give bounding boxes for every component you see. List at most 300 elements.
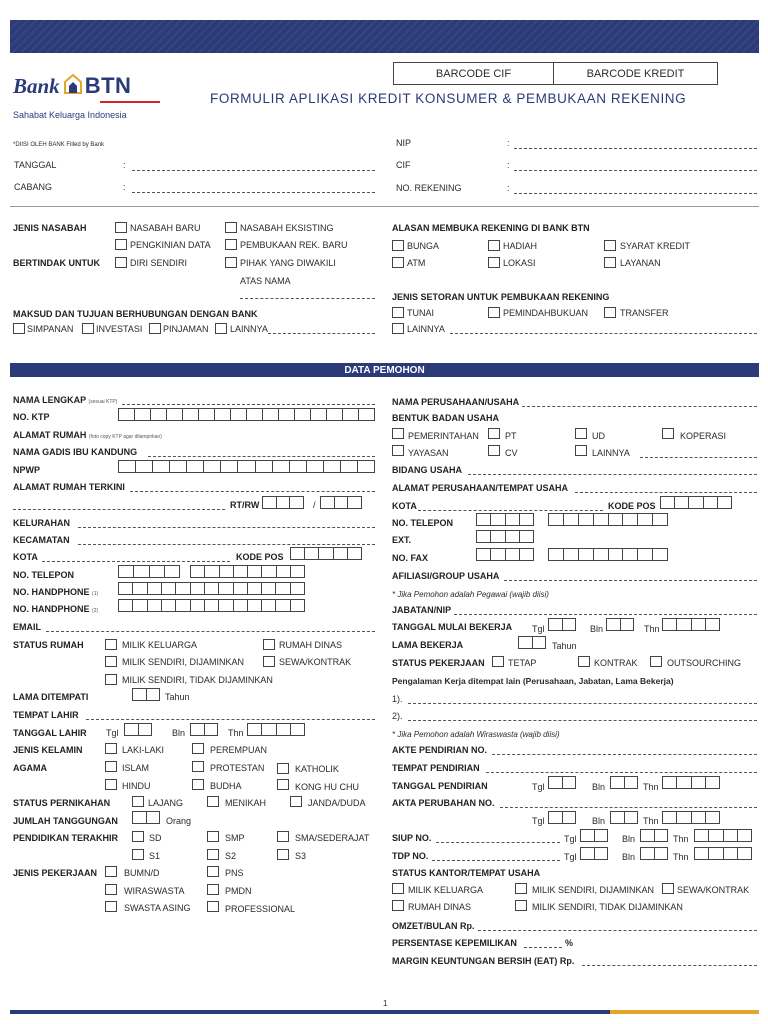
telepon-area-field[interactable]	[118, 565, 180, 578]
kantor-sewa-kontrak-label: SEWA/KONTRAK	[677, 885, 750, 895]
npwp-label: NPWP	[13, 465, 40, 475]
kontrak-checkbox[interactable]	[578, 656, 590, 667]
tgl-pendirian-field[interactable]	[548, 776, 576, 789]
simpanan-checkbox[interactable]	[13, 323, 25, 334]
section-bar	[10, 363, 759, 377]
thn-lahir-field[interactable]	[247, 723, 305, 736]
janda-checkbox[interactable]	[290, 796, 302, 807]
barcode-kredit-box	[553, 62, 718, 85]
pt-label: PT	[505, 431, 517, 441]
lajang-label: LAJANG	[148, 798, 184, 808]
sma-checkbox[interactable]	[277, 831, 289, 842]
diri-sendiri-label: DIRI SENDIRI	[130, 258, 188, 268]
jabatan-field[interactable]	[454, 614, 757, 615]
lokasi-checkbox[interactable]	[488, 257, 500, 268]
hp1-field[interactable]	[118, 582, 305, 595]
kecamatan-label: KECAMATAN	[13, 535, 70, 545]
pemindahbukuan-label: PEMINDAHBUKUAN	[503, 308, 589, 318]
s2-checkbox[interactable]	[207, 849, 219, 860]
pengalaman-label: Pengalaman Kerja ditempat lain (Perusahaan, Jabatan, Lama Bekerja)	[392, 676, 674, 686]
barcode-kredit-label: BARCODE KREDIT	[586, 67, 685, 80]
smp-checkbox[interactable]	[207, 831, 219, 842]
telepon-number-field[interactable]	[190, 565, 305, 578]
kode-pos-perusahaan-label: KODE POS	[608, 501, 656, 511]
menikah-checkbox[interactable]	[207, 796, 219, 807]
lajang-checkbox[interactable]	[132, 796, 144, 807]
rtrw-slash: /	[313, 500, 316, 510]
bentuk-lainnya-field[interactable]	[640, 457, 757, 458]
maksud-label: MAKSUD DAN TUJUAN BERHUBUNGAN DENGAN BANK	[13, 309, 258, 319]
colon: :	[507, 138, 510, 148]
hp2-field[interactable]	[118, 599, 305, 612]
bln-lahir-field[interactable]	[190, 723, 218, 736]
alamat-terkini-field-2[interactable]	[13, 509, 225, 510]
omzet-field[interactable]	[478, 930, 757, 931]
swasta-asing-label: SWASTA ASING	[124, 903, 191, 913]
thn-lahir-label: Thn	[228, 728, 244, 738]
thn-perubahan-field[interactable]	[662, 811, 720, 824]
wiraswasta-checkbox[interactable]	[105, 884, 117, 895]
pembukaan-rek-baru-label: PEMBUKAAN REK. BARU	[240, 240, 348, 250]
pinjaman-checkbox[interactable]	[149, 323, 161, 334]
thn-pendirian-label: Thn	[643, 782, 659, 792]
professional-checkbox[interactable]	[207, 901, 219, 912]
alamat-perusahaan-label: ALAMAT PERUSAHAAN/TEMPAT USAHA	[392, 483, 568, 493]
brand-btn-text: BTN	[84, 73, 132, 98]
kantor-milik-sendiri-dijaminkan-label: MILIK SENDIRI, DIJAMINKAN	[532, 885, 655, 895]
kantor-milik-sendiri-tidak-checkbox[interactable]	[515, 900, 527, 911]
kelurahan-field[interactable]	[78, 527, 375, 528]
islam-checkbox[interactable]	[105, 761, 117, 772]
pengalaman-item-2: 2).	[392, 711, 403, 721]
pembukaan-rek-baru-checkbox[interactable]	[225, 239, 237, 250]
pemindahbukuan-checkbox[interactable]	[488, 307, 500, 318]
tanggal-pendirian-label: TANGGAL PENDIRIAN	[392, 781, 488, 791]
telepon-perusahaan-number[interactable]	[548, 513, 668, 526]
kota-perusahaan-label: KOTA	[392, 501, 417, 511]
cif-label: CIF	[396, 160, 411, 170]
agama-label: AGAMA	[13, 763, 47, 773]
pihak-diwakili-checkbox[interactable]	[225, 257, 237, 268]
status-pernikahan-label: STATUS PERNIKAHAN	[13, 798, 111, 808]
bln-pendirian-field[interactable]	[610, 776, 638, 789]
kantor-milik-keluarga-checkbox[interactable]	[392, 883, 404, 894]
laki-label: LAKI-LAKI	[122, 745, 165, 755]
pinjaman-label: PINJAMAN	[163, 324, 209, 334]
pns-label: PNS	[225, 868, 244, 878]
separator	[10, 206, 759, 207]
pengalaman-field-1[interactable]	[408, 703, 757, 704]
siup-label: SIUP NO.	[392, 833, 432, 843]
outsourcing-label: OUTSOURCHING	[667, 658, 741, 668]
tanggal-label: TANGGAL	[14, 160, 57, 170]
ext-label: EXT.	[392, 535, 412, 545]
alamat-perusahaan-field[interactable]	[575, 492, 757, 493]
fax-number-field[interactable]	[548, 548, 668, 561]
nip-field[interactable]	[514, 148, 757, 149]
smp-label: SMP	[225, 833, 245, 843]
kota-field[interactable]	[42, 561, 230, 562]
bentuk-lainnya-label: LAINNYA	[592, 448, 630, 458]
kota-perusahaan-field[interactable]	[418, 510, 603, 511]
pengkinian-data-label: PENGKINIAN DATA	[130, 240, 211, 250]
jenis-pekerjaan-label: JENIS PEKERJAAN	[13, 868, 98, 878]
top-banner	[10, 20, 759, 53]
menikah-label: MENIKAH	[225, 798, 267, 808]
s1-checkbox[interactable]	[132, 849, 144, 860]
setoran-lainnya-checkbox[interactable]	[392, 323, 404, 334]
kelurahan-label: KELURAHAN	[13, 518, 70, 528]
thn-mulai-field[interactable]	[662, 618, 720, 631]
setoran-title: JENIS SETORAN UNTUK PEMBUKAAN REKENING	[392, 292, 610, 302]
tgl-lahir-label: Tgl	[106, 728, 119, 738]
protestan-label: PROTESTAN	[210, 763, 265, 773]
kong-hu-chu-checkbox[interactable]	[277, 779, 289, 790]
lama-ditempati-field[interactable]	[132, 688, 160, 701]
alamat-rumah-label: ALAMAT RUMAH (foto copy KTP agar dilampirkan)	[13, 430, 162, 440]
cv-label: CV	[505, 448, 518, 458]
persentase-label: PERSENTASE KEPEMILIKAN	[392, 938, 517, 948]
lama-bekerja-tahun: Tahun	[552, 641, 577, 651]
pmdn-checkbox[interactable]	[207, 884, 219, 895]
koperasi-label: KOPERASI	[680, 431, 727, 441]
bank-logo	[13, 74, 131, 98]
lama-ditempati-label: LAMA DITEMPATI	[13, 692, 89, 702]
nama-gadis-field[interactable]	[148, 456, 375, 457]
pihak-diwakili-label: PIHAK YANG DIWAKILI	[240, 258, 336, 268]
note-pegawai: * Jika Pemohon adalah Pegawai (wajib diisi)	[392, 590, 549, 599]
swasta-asing-checkbox[interactable]	[105, 901, 117, 912]
cv-checkbox[interactable]	[488, 445, 500, 456]
bln-siup-field[interactable]	[640, 829, 668, 842]
kode-pos-label: KODE POS	[236, 552, 284, 562]
bank-use-note: *DIISI OLEH BANK Filled by Bank	[13, 142, 105, 148]
rtrw-label: RT/RW	[230, 500, 260, 510]
koperasi-checkbox[interactable]	[662, 428, 674, 439]
s3-checkbox[interactable]	[277, 849, 289, 860]
omzet-label: OMZET/BULAN Rp.	[392, 921, 475, 931]
lainnya-field[interactable]	[268, 333, 375, 334]
rt-field[interactable]	[262, 496, 304, 509]
akte-pendirian-label: AKTE PENDIRIAN NO.	[392, 745, 488, 755]
nama-gadis-label: NAMA GADIS IBU KANDUNG	[13, 447, 138, 457]
nama-lengkap-label: NAMA LENGKAP (sesuai KTP)	[13, 395, 118, 405]
section-title: DATA PEMOHON	[344, 364, 425, 376]
sewa-kontrak-checkbox[interactable]	[263, 656, 275, 667]
form-title: FORMULIR APLIKASI KREDIT KONSUMER & PEMBUKAAN REKENING	[210, 91, 687, 106]
no-telepon-label: NO. TELEPON	[13, 570, 75, 580]
tgl-siup-label: Tgl	[564, 834, 577, 844]
simpanan-label: SIMPANAN	[27, 324, 74, 334]
tgl-mulai-field[interactable]	[548, 618, 576, 631]
milik-sendiri-dijaminkan-checkbox[interactable]	[105, 656, 117, 667]
yayasan-checkbox[interactable]	[392, 445, 404, 456]
layanan-checkbox[interactable]	[604, 257, 616, 268]
hindu-checkbox[interactable]	[105, 779, 117, 790]
thn-siup-label: Thn	[673, 834, 689, 844]
wiraswasta-label: WIRASWASTA	[124, 886, 185, 896]
milik-sendiri-tidak-checkbox[interactable]	[105, 674, 117, 685]
bln-mulai-field[interactable]	[606, 618, 634, 631]
bln-perubahan-label: Bln	[592, 816, 606, 826]
persentase-percent: %	[565, 938, 574, 948]
afiliasi-label: AFILIASI/GROUP USAHA	[392, 571, 500, 581]
kong-hu-chu-label: KONG HU CHU	[295, 782, 360, 792]
siup-field[interactable]	[436, 842, 560, 843]
jabatan-label: JABATAN/NIP	[392, 605, 452, 615]
tgl-tdp-label: Tgl	[564, 852, 577, 862]
protestan-checkbox[interactable]	[192, 761, 204, 772]
pemerintahan-label: PEMERINTAHAN	[408, 431, 479, 441]
investasi-label: INVESTASI	[96, 324, 143, 334]
investasi-checkbox[interactable]	[82, 323, 94, 334]
colon: :	[507, 160, 510, 170]
katholik-label: KATHOLIK	[295, 764, 339, 774]
logo-underline	[100, 101, 160, 103]
s3-label: S3	[295, 851, 307, 861]
tunai-checkbox[interactable]	[392, 307, 404, 318]
thn-pendirian-field[interactable]	[662, 776, 720, 789]
bertindak-untuk-label: BERTINDAK UNTUK	[13, 258, 100, 268]
kantor-rumah-dinas-label: RUMAH DINAS	[408, 902, 472, 912]
sd-checkbox[interactable]	[132, 831, 144, 842]
tanggal-field[interactable]	[132, 170, 375, 171]
alamat-terkini-label: ALAMAT RUMAH TERKINI	[13, 482, 125, 492]
sd-label: SD	[149, 833, 162, 843]
rumah-dinas-checkbox[interactable]	[263, 639, 275, 650]
kecamatan-field[interactable]	[78, 544, 375, 545]
akta-perubahan-label: AKTA PERUBAHAN NO.	[392, 798, 495, 808]
nasabah-baru-checkbox[interactable]	[115, 222, 127, 233]
nasabah-eksisting-checkbox[interactable]	[225, 222, 237, 233]
lokasi-label: LOKASI	[503, 258, 536, 268]
bentuk-lainnya-checkbox[interactable]	[575, 445, 587, 456]
barcode-cif-box	[393, 62, 554, 85]
pengalaman-item-1: 1).	[392, 694, 403, 704]
tempat-lahir-label: TEMPAT LAHIR	[13, 710, 79, 720]
thn-tdp-label: Thn	[673, 852, 689, 862]
bln-perubahan-field[interactable]	[610, 811, 638, 824]
persentase-field[interactable]	[524, 947, 562, 948]
footer-bar-gold	[610, 1010, 759, 1014]
professional-label: PROFESSIONAL	[225, 904, 296, 914]
kode-pos-field[interactable]	[290, 547, 362, 560]
cabang-field[interactable]	[132, 192, 375, 193]
bidang-usaha-label: BIDANG USAHA	[392, 465, 463, 475]
tetap-label: TETAP	[508, 658, 537, 668]
ud-checkbox[interactable]	[575, 428, 587, 439]
lainnya-label: LAINNYA	[230, 324, 268, 334]
nasabah-eksisting-label: NASABAH EKSISTING	[240, 223, 334, 233]
islam-label: ISLAM	[122, 763, 150, 773]
kantor-sewa-kontrak-checkbox[interactable]	[662, 883, 674, 894]
brand-bank-text: Bank	[13, 73, 60, 98]
nama-lengkap-field[interactable]	[122, 404, 375, 405]
tanggal-mulai-label: TANGGAL MULAI BEKERJA	[392, 622, 513, 632]
status-pekerjaan-label: STATUS PEKERJAAN	[392, 658, 485, 668]
status-rumah-label: STATUS RUMAH	[13, 640, 84, 650]
budha-label: BUDHA	[210, 781, 242, 791]
transfer-label: TRANSFER	[620, 308, 669, 318]
perempuan-checkbox[interactable]	[192, 743, 204, 754]
pengalaman-field-2[interactable]	[408, 720, 757, 721]
bln-mulai-label: Bln	[590, 624, 604, 634]
alasan-title: ALASAN MEMBUKA REKENING DI BANK BTN	[392, 223, 590, 233]
bumn-label: BUMN/D	[124, 868, 160, 878]
pendidikan-label: PENDIDIKAN TERAKHIR	[13, 833, 119, 843]
bunga-checkbox[interactable]	[392, 240, 404, 251]
bln-pendirian-label: Bln	[592, 782, 606, 792]
telepon-perusahaan-area[interactable]	[476, 513, 534, 526]
atm-checkbox[interactable]	[392, 257, 404, 268]
hindu-label: HINDU	[122, 781, 151, 791]
no-rekening-field[interactable]	[514, 193, 757, 194]
akta-perubahan-field[interactable]	[500, 807, 757, 808]
tgl-siup-field[interactable]	[580, 829, 608, 842]
colon: :	[123, 160, 126, 170]
no-ktp-field[interactable]	[118, 408, 375, 421]
hadiah-checkbox[interactable]	[488, 240, 500, 251]
kantor-milik-sendiri-dijaminkan-checkbox[interactable]	[515, 883, 527, 894]
tgl-perubahan-field[interactable]	[548, 811, 576, 824]
lama-bekerja-field[interactable]	[518, 636, 546, 649]
page-number: 1	[383, 999, 388, 1008]
fax-area-field[interactable]	[476, 548, 534, 561]
alamat-terkini-field[interactable]	[130, 491, 375, 492]
bln-tdp-field[interactable]	[640, 847, 668, 860]
tdp-field[interactable]	[432, 860, 560, 861]
lama-bekerja-label: LAMA BEKERJA	[392, 640, 464, 650]
perempuan-label: PEREMPUAN	[210, 745, 268, 755]
npwp-field[interactable]	[118, 460, 375, 473]
no-rekening-label: NO. REKENING	[396, 183, 462, 193]
thn-perubahan-label: Thn	[643, 816, 659, 826]
diri-sendiri-checkbox[interactable]	[115, 257, 127, 268]
bumn-checkbox[interactable]	[105, 866, 117, 877]
status-kantor-label: STATUS KANTOR/TEMPAT USAHA	[392, 868, 541, 878]
house-logo-icon	[64, 74, 82, 99]
no-fax-label: NO. FAX	[392, 553, 429, 563]
email-label: EMAIL	[13, 622, 41, 632]
pns-checkbox[interactable]	[207, 866, 219, 877]
thn-mulai-label: Thn	[644, 624, 660, 634]
nama-perusahaan-field[interactable]	[522, 406, 757, 407]
thn-siup-field[interactable]	[694, 829, 752, 842]
katholik-checkbox[interactable]	[277, 763, 289, 774]
pemerintahan-checkbox[interactable]	[392, 428, 404, 439]
orang-label: Orang	[166, 816, 192, 826]
tgl-tdp-field[interactable]	[580, 847, 608, 860]
hadiah-label: HADIAH	[503, 241, 538, 251]
milik-sendiri-dijaminkan-label: MILIK SENDIRI, DIJAMINKAN	[122, 657, 245, 667]
nasabah-baru-label: NASABAH BARU	[130, 223, 201, 233]
setoran-lainnya-label: LAINNYA	[407, 324, 445, 334]
tgl-perubahan-label: Tgl	[532, 816, 545, 826]
colon: :	[507, 183, 510, 193]
tgl-pendirian-label: Tgl	[532, 782, 545, 792]
jumlah-tanggungan-label: JUMLAH TANGGUNGAN	[13, 816, 118, 826]
jenis-kelamin-label: JENIS KELAMIN	[13, 745, 83, 755]
atas-nama-field[interactable]	[240, 298, 375, 299]
ud-label: UD	[592, 431, 605, 441]
bidang-usaha-field[interactable]	[468, 474, 757, 475]
tgl-lahir-field[interactable]	[124, 723, 152, 736]
atm-label: ATM	[407, 258, 426, 268]
tetap-checkbox[interactable]	[492, 656, 504, 667]
milik-sendiri-tidak-label: MILIK SENDIRI, TIDAK DIJAMINKAN	[122, 675, 273, 685]
nama-perusahaan-label: NAMA PERUSAHAAN/USAHA	[392, 397, 520, 407]
bentuk-badan-label: BENTUK BADAN USAHA	[392, 413, 499, 423]
tdp-label: TDP NO.	[392, 851, 429, 861]
bln-siup-label: Bln	[622, 834, 636, 844]
thn-tdp-field[interactable]	[694, 847, 752, 860]
barcode-cif-label: BARCODE CIF	[435, 67, 512, 80]
lainnya-checkbox[interactable]	[215, 323, 227, 334]
ext-field[interactable]	[476, 530, 534, 543]
no-ktp-label: NO. KTP	[13, 412, 50, 422]
margin-label: MARGIN KEUNTUNGAN BERSIH (EAT) Rp.	[392, 956, 575, 966]
cif-field[interactable]	[514, 170, 757, 171]
email-field[interactable]	[46, 631, 375, 632]
janda-label: JANDA/DUDA	[308, 798, 366, 808]
laki-checkbox[interactable]	[105, 743, 117, 754]
tempat-lahir-field[interactable]	[86, 719, 375, 720]
nip-label: NIP	[396, 138, 412, 148]
syarat-kredit-label: SYARAT KREDIT	[620, 241, 691, 251]
kode-pos-perusahaan-field[interactable]	[660, 496, 732, 509]
akte-pendirian-field[interactable]	[492, 754, 757, 755]
footer-bar-navy	[10, 1010, 610, 1014]
jumlah-tanggungan-field[interactable]	[132, 811, 160, 824]
kontrak-label: KONTRAK	[594, 658, 638, 668]
kota-label: KOTA	[13, 552, 38, 562]
pmdn-label: PMDN	[225, 886, 252, 896]
note-wiraswasta: * Jika Pemohon adalah Wiraswasta (wajib diisi)	[392, 730, 560, 739]
rumah-dinas-label: RUMAH DINAS	[279, 640, 343, 650]
jenis-nasabah-label: JENIS NASABAH	[13, 223, 87, 233]
budha-checkbox[interactable]	[192, 779, 204, 790]
sma-label: SMA/SEDERAJAT	[295, 833, 370, 843]
no-hp2-label: NO. HANDPHONE (2)	[13, 604, 99, 614]
bunga-label: BUNGA	[407, 241, 440, 251]
tagline: Sahabat Keluarga Indonesia	[13, 110, 127, 120]
s1-label: S1	[149, 851, 161, 861]
outsourcing-checkbox[interactable]	[650, 656, 662, 667]
margin-field[interactable]	[582, 965, 757, 966]
pengkinian-data-checkbox[interactable]	[115, 239, 127, 250]
tempat-pendirian-label: TEMPAT PENDIRIAN	[392, 763, 480, 773]
bln-tdp-label: Bln	[622, 852, 636, 862]
tunai-label: TUNAI	[407, 308, 434, 318]
syarat-kredit-checkbox[interactable]	[604, 240, 616, 251]
lama-ditempati-tahun: Tahun	[165, 692, 190, 702]
sewa-kontrak-label: SEWA/KONTRAK	[279, 657, 352, 667]
tgl-mulai-label: Tgl	[532, 624, 545, 634]
milik-keluarga-label: MILIK KELUARGA	[122, 640, 198, 650]
tempat-pendirian-field[interactable]	[486, 772, 757, 773]
layanan-label: LAYANAN	[620, 258, 661, 268]
pt-checkbox[interactable]	[488, 428, 500, 439]
atas-nama-label: ATAS NAMA	[240, 276, 291, 286]
milik-keluarga-checkbox[interactable]	[105, 639, 117, 650]
cabang-label: CABANG	[14, 182, 53, 192]
kantor-rumah-dinas-checkbox[interactable]	[392, 900, 404, 911]
afiliasi-field[interactable]	[504, 580, 757, 581]
rw-field[interactable]	[320, 496, 362, 509]
transfer-checkbox[interactable]	[604, 307, 616, 318]
setoran-lainnya-field[interactable]	[450, 333, 757, 334]
kantor-milik-keluarga-label: MILIK KELUARGA	[408, 885, 484, 895]
